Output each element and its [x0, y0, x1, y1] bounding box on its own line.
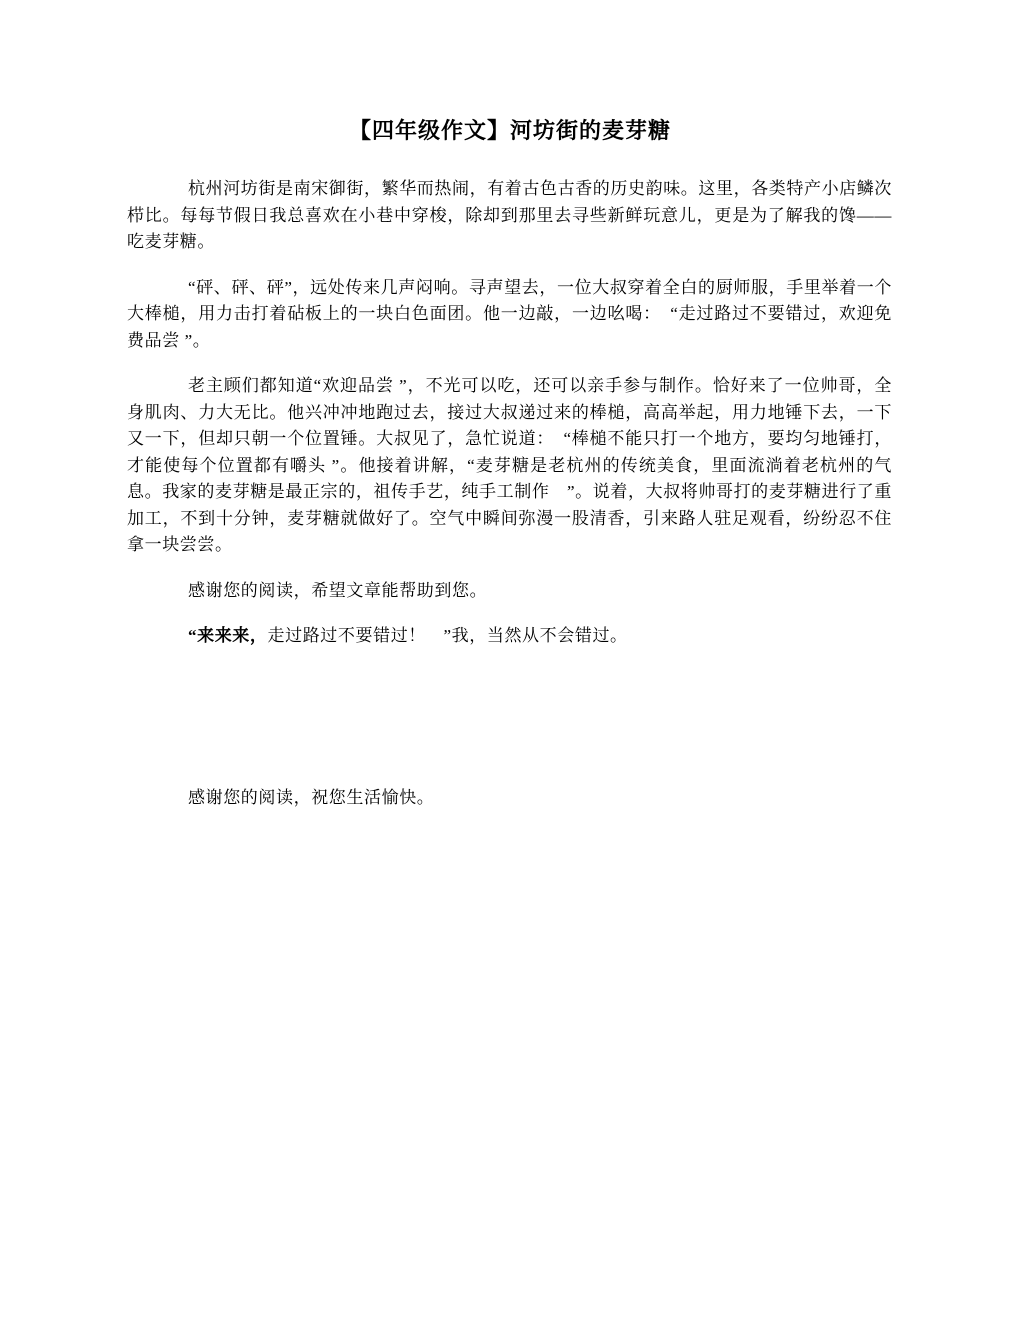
essay-paragraph-3: 老主顾们都知道“欢迎品尝 ”，不光可以吃，还可以亲手参与制作。恰好来了一位帅哥，全身肌肉、力大无比。他兴冲冲地跑过去，接过大叔递过来的棒槌，高高举起，用力地锤下去，一下又一下，但却只朝一个位置锤。大叔见了，急忙说道： “棒槌不能只打一个地方，要均匀地锤打，才能使每个位置都有嚼头 ”。他接着讲解，“麦芽糖是老杭州的传统美食，里面流淌着老杭州的气息。我家的麦芽糖是最正宗的，祖传手艺，纯手工制作 ”。说着，大叔将帅哥打的麦芽糖进行了重加工，不到十分钟，麦芽糖就做好了。空气中瞬间弥漫一股清香，引来路人驻足观看，纷纷忍不住拿一块尝尝。 — [127, 376, 892, 554]
essay-title: 【四年级作文】河坊街的麦芽糖 — [348, 118, 671, 143]
thanks-line: 感谢您的阅读，希望文章能帮助到您。 — [188, 580, 488, 600]
closing-quote-bold-segment: “来来来， — [188, 626, 268, 645]
essay-paragraph-2: “砰、砰、砰”，远处传来几声闷响。寻声望去，一位大叔穿着全白的厨师服，手里举着一个大棒槌，用力击打着砧板上的一块白色面团。他一边敲，一边吆喝： “走过路过不要错过，欢迎免费品尝 ”。 — [127, 277, 892, 350]
essay-paragraph-1: 杭州河坊街是南宋御街，繁华而热闹，有着古色古香的历史韵味。这里，各类特产小店鳞次栉比。每每节假日我总喜欢在小巷中穿梭，除却到那里去寻些新鲜玩意儿，更是为了解我的馋——吃麦芽糖。 — [127, 179, 892, 251]
closing-quote-rest-segment: 走过路过不要错过！ ”我，当然从不会错过。 — [267, 626, 628, 645]
footer-wish-line: 感谢您的阅读，祝您生活愉快。 — [188, 787, 435, 807]
essay-content — [0, 146, 1020, 811]
closing-quote-line — [127, 623, 892, 650]
